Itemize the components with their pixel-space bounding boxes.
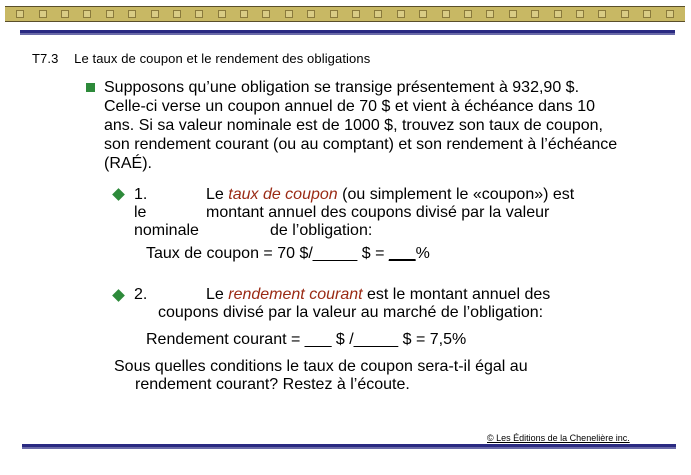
item-line xyxy=(134,286,614,304)
closing-line: rendement courant? Restez à l’écoute. xyxy=(135,376,410,393)
band-square xyxy=(106,10,114,18)
item-line xyxy=(134,304,614,322)
copyright-notice: © Les Éditions de la Chenelière inc. xyxy=(487,433,630,443)
item-text: est le montant annuel des xyxy=(362,286,551,303)
band-square xyxy=(61,10,69,18)
formula-rendement-courant xyxy=(146,331,466,349)
band-square xyxy=(83,10,91,18)
item-taux-coupon xyxy=(134,186,614,240)
band-square xyxy=(666,10,674,18)
band-square xyxy=(307,10,315,18)
formula-text: $ / xyxy=(331,331,354,348)
top-rule-shadow xyxy=(20,33,675,35)
band-square xyxy=(16,10,24,18)
item-number: 2. xyxy=(134,286,148,303)
item-text: nominale xyxy=(134,222,199,239)
band-square xyxy=(330,10,338,18)
item-line xyxy=(134,186,614,204)
bottom-rule-shadow xyxy=(22,447,676,449)
formula-text: % xyxy=(415,245,430,262)
slide-header xyxy=(32,51,370,66)
band-square xyxy=(173,10,181,18)
item-text: montant annuel des coupons divisé par la valeur xyxy=(206,204,550,221)
formula-text: Taux de coupon = 70 $/ xyxy=(146,245,313,262)
band-square xyxy=(374,10,382,18)
highlighted-term: rendement courant xyxy=(228,286,363,303)
diamond-bullet-icon xyxy=(112,289,125,302)
item-text: coupons divisé par la valeur au marché de l’obligation: xyxy=(158,304,544,321)
closing-line: Sous quelles conditions le taux de coupon sera-t-il égal au xyxy=(114,358,528,375)
diamond-bullet-icon xyxy=(112,188,125,201)
item-text: (ou simplement le «coupon») est xyxy=(337,186,575,203)
item-text: de l’obligation: xyxy=(270,222,373,239)
band-square xyxy=(598,10,606,18)
band-square xyxy=(151,10,159,18)
band-square xyxy=(643,10,651,18)
item-text: le xyxy=(134,204,147,221)
band-square xyxy=(397,10,405,18)
item-line xyxy=(134,204,614,222)
band-square xyxy=(262,10,270,18)
band-square xyxy=(195,10,203,18)
band-square xyxy=(240,10,248,18)
band-square xyxy=(486,10,494,18)
band-square xyxy=(464,10,472,18)
band-square xyxy=(621,10,629,18)
band-square xyxy=(39,10,47,18)
band-square xyxy=(128,10,136,18)
formula-text: $ = xyxy=(357,245,389,262)
item-text: Le xyxy=(206,186,229,203)
slide-number: T7.3 xyxy=(32,51,59,66)
band-square xyxy=(554,10,562,18)
band-square xyxy=(576,10,584,18)
formula-taux-coupon xyxy=(146,245,430,263)
formula-blank: _____ xyxy=(353,331,399,348)
square-bullet-icon xyxy=(86,83,95,92)
band-square xyxy=(285,10,293,18)
band-square xyxy=(218,10,226,18)
top-decorative-band xyxy=(5,6,685,22)
band-square xyxy=(352,10,360,18)
item-number: 1. xyxy=(134,186,148,203)
slide-title: Le taux de coupon et le rendement des obligations xyxy=(74,51,371,66)
item-text: Le xyxy=(206,286,229,303)
formula-blank: ___ xyxy=(304,331,332,348)
highlighted-term: taux de coupon xyxy=(228,186,338,203)
band-square xyxy=(442,10,450,18)
formula-blank: ___ xyxy=(388,245,416,262)
band-square xyxy=(419,10,427,18)
band-square xyxy=(509,10,517,18)
formula-blank: _____ xyxy=(312,245,358,262)
closing-question xyxy=(114,358,594,394)
formula-text: Rendement courant = xyxy=(146,331,305,348)
item-line xyxy=(134,222,614,240)
item-rendement-courant xyxy=(134,286,614,322)
intro-paragraph: Supposons qu’une obligation se transige présentement à 932,90 $. Celle-ci verse un coupon annuel de 70 $ et vient à échéance dans 10 ans. Si sa valeur nominale est de 1000 $, trouvez son taux de coupon, son rendement courant (ou au comptant) et son rendement à l’échéance (RAÉ). xyxy=(104,79,618,172)
band-square xyxy=(531,10,539,18)
formula-text: $ = 7,5% xyxy=(398,331,467,348)
